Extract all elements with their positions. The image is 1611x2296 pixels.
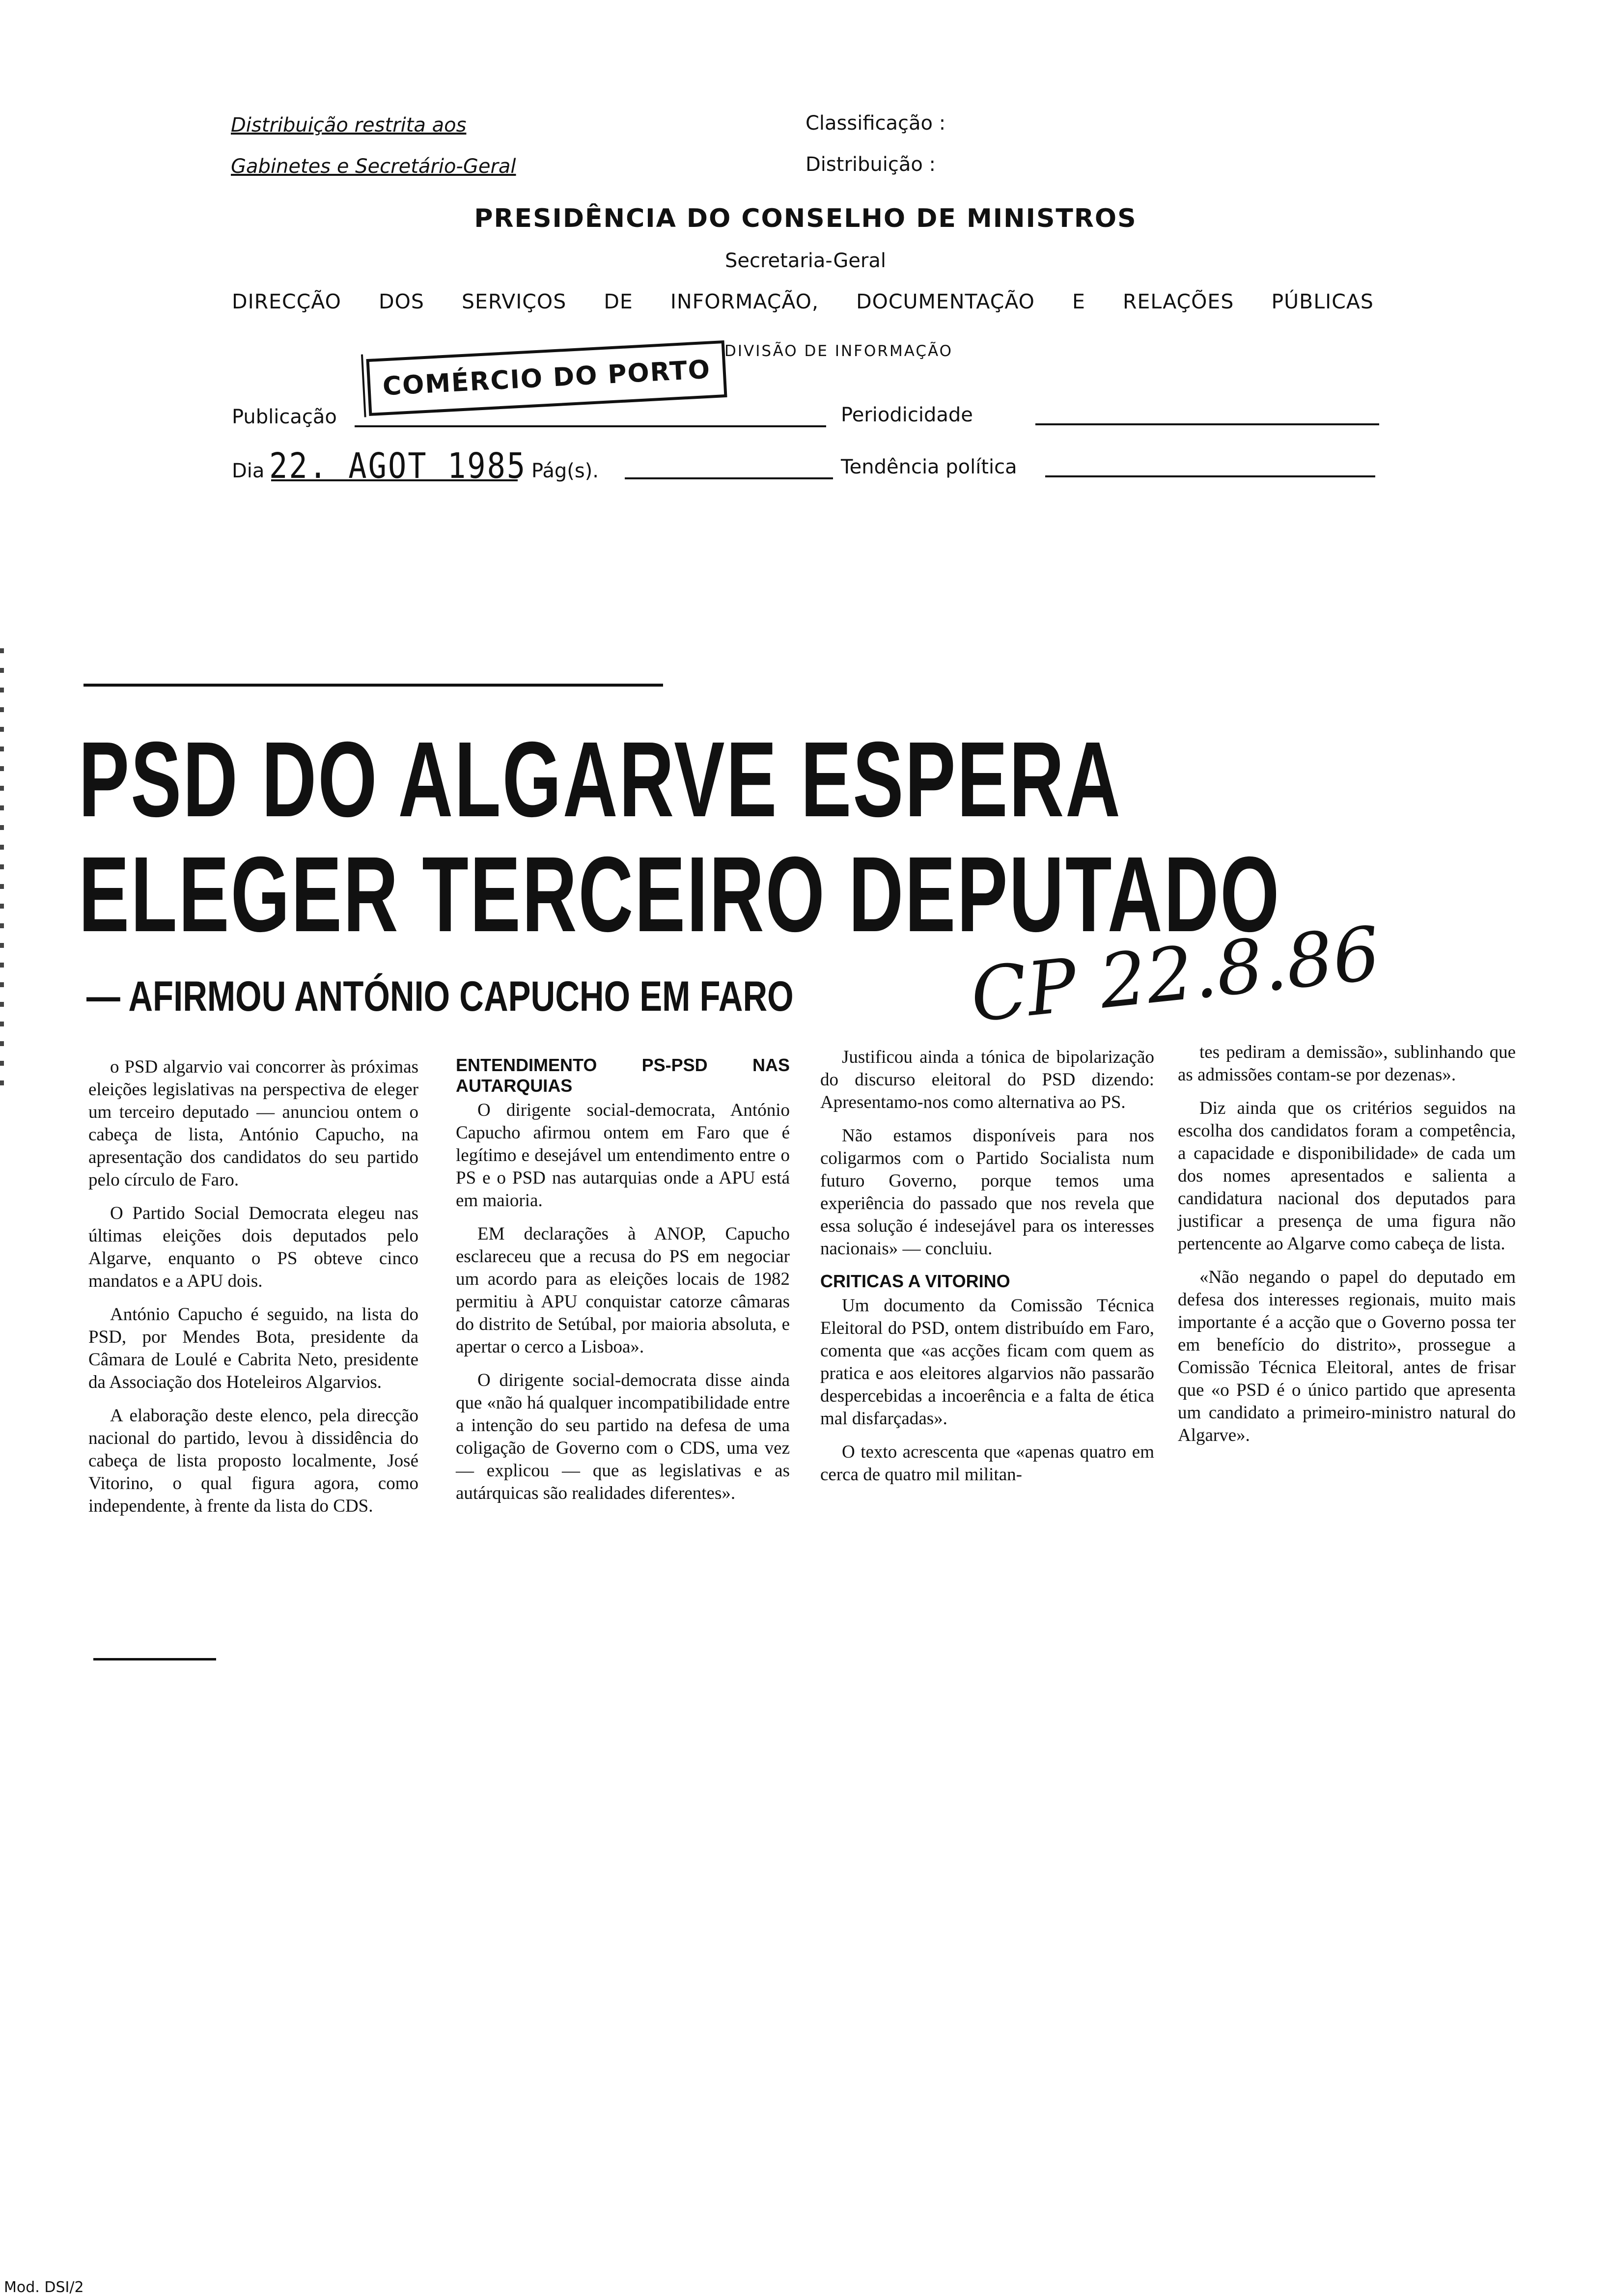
headline-line-2: ELEGER TERCEIRO DEPUTADO — [79, 835, 1281, 954]
directorate-word: DE — [604, 290, 633, 313]
section-heading: ENTENDIMENTO PS-PSD NAS AUTARQUIAS — [456, 1055, 790, 1096]
directorate-word: INFORMAÇÃO, — [670, 290, 819, 313]
paragraph: Diz ainda que os critérios seguidos na escolha dos candidatos foram a competência, a capacidade e disponibilidade» de cada um dos nomes apresentados e salienta a candidatura nacional dos deputados para justificar a presença de uma figura não pertencente ao Algarve como cabeça de lista. — [1178, 1098, 1516, 1254]
subheadline: — AFIRMOU ANTÓNIO CAPUCHO EM FARO — [86, 973, 794, 1020]
article-column-2 — [456, 1051, 790, 1516]
paragraph: A elaboração deste elenco, pela direcção nacional do partido, levou à dissidência do cabeça de lista proposto localmente, José Vitorino, o qual figura agora, como independente, à frente da lista do CDS. — [88, 1406, 418, 1516]
date-stamp: 22. AGOT 1985 — [269, 445, 527, 487]
classification-label: Classificação : — [806, 112, 946, 135]
political-tendency-label: Tendência política — [841, 456, 1017, 478]
pages-field-line — [625, 477, 833, 479]
article-column-1 — [88, 1056, 418, 1528]
directorate-word: DOS — [379, 290, 424, 313]
handwritten-annotation: CP 22.8.86 — [967, 911, 1384, 1039]
day-label: Dia — [232, 460, 265, 482]
secretariat-title: Secretaria-Geral — [724, 249, 886, 272]
directorate-word: SERVIÇOS — [461, 290, 567, 313]
paragraph: António Capucho é seguido, na lista do PSD, por Mendes Bota, presidente da Câmara de Loulé e Cabrita Neto, presidente da Associação dos Hoteleiros Algarvios. — [88, 1304, 418, 1392]
publication-stamp: COMÉRCIO DO PORTO — [366, 340, 727, 416]
distribution-label: Distribuição : — [806, 153, 936, 176]
directorate-word: DOCUMENTAÇÃO — [856, 290, 1035, 313]
pages-label: Pág(s). — [531, 460, 599, 482]
paragraph: tes pediram a demissão», sublinhando que as admissões contam-se por dezenas». — [1178, 1042, 1516, 1085]
distribution-line-1: Distribuição restrita aos — [231, 114, 467, 137]
directorate-title — [232, 290, 1374, 313]
scan-edge-marks — [0, 648, 4, 1090]
article-column-3 — [820, 1046, 1154, 1497]
directorate-word: PÚBLICAS — [1271, 290, 1374, 313]
paragraph: o PSD algarvio vai concorrer às próximas eleições legislativas na perspectiva de eleger um terceiro deputado — anunciou ontem o cabeça de lista, António Capucho, na apresentação dos candidatos do seu partido pelo círculo de Faro. — [88, 1057, 418, 1190]
paragraph: Um documento da Comissão Técnica Eleitoral do PSD, ontem distribuído em Faro, comenta que «as acções ficam com quem as pratica e aos eleitores algarvios não passarão despercebidas a incoerência e a falta de ética mal disfarçadas». — [820, 1296, 1154, 1429]
directorate-word: RELAÇÕES — [1123, 290, 1234, 313]
article-end-rule — [93, 1658, 216, 1660]
section-heading: CRITICAS A VITORINO — [820, 1271, 1010, 1291]
day-field-line — [271, 479, 518, 481]
directorate-word: DIRECÇÃO — [232, 290, 341, 313]
paragraph: EM declarações à ANOP, Capucho esclareceu que a recusa do PS em negociar um acordo para as eleições locais de 1982 permitiu à APU conquistar catorze câmaras do distrito de Setúbal, por maioria absoluta, e apertar o cerco a Lisboa». — [456, 1224, 790, 1357]
paragraph: Justificou ainda a tónica de bipolarização do discurso eleitoral do PSD dizendo: Apresentamo-nos como alternativa ao PS. — [820, 1047, 1154, 1112]
publication-field-line — [355, 425, 826, 427]
paragraph: O texto acrescenta que «apenas quatro em cerca de quatro mil militan- — [820, 1442, 1154, 1485]
presidency-title: PRESIDÊNCIA DO CONSELHO DE MINISTROS — [474, 204, 1137, 233]
paragraph: «Não negando o papel do deputado em defesa dos interesses regionais, muito mais importante é a acção que o Governo possa ter em benefício do distrito», prossegue a Comissão Técnica Eleitoral, antes de frisar que «o PSD é o único partido que apresenta um candidato a primeiro-ministro natural do Algarve». — [1178, 1267, 1516, 1445]
division-title: DIVISÃO DE INFORMAÇÃO — [724, 342, 953, 360]
article-column-4 — [1178, 1041, 1516, 1458]
periodicity-label: Periodicidade — [841, 404, 973, 426]
paragraph: O dirigente social-democrata disse ainda que «não há qualquer incompatibilidade entre a intenção do seu partido na defesa de uma coligação de Governo com o CDS, uma vez — explicou — que as legislativas e as autárquicas são realidades diferentes». — [456, 1370, 790, 1503]
periodicity-field-line — [1035, 423, 1379, 425]
directorate-word: E — [1072, 290, 1085, 313]
headline-line-1: PSD DO ALGARVE ESPERA — [79, 720, 1122, 839]
political-tendency-field-line — [1045, 475, 1375, 477]
paragraph: O Partido Social Democrata elegeu nas últimas eleições dois deputados pelo Algarve, enquanto o PS obteve cinco mandatos e a APU dois. — [88, 1203, 418, 1291]
publication-label: Publicação — [232, 406, 337, 428]
paragraph: O dirigente social-democrata, António Capucho afirmou ontem em Faro que é legítimo e desejável um entendimento entre o PS e o PSD nas autarquias onde a APU está em maioria. — [456, 1100, 790, 1211]
headline-top-rule — [83, 684, 663, 687]
paragraph: Não estamos disponíveis para nos coligarmos com o Partido Socialista num futuro Governo, porque temos uma experiência do passado que nos revela que essa solução é indesejável para os interesses nacionais» — concluiu. — [820, 1126, 1154, 1259]
distribution-line-2: Gabinetes e Secretário-Geral — [231, 155, 516, 178]
form-code: Mod. DSI/2 — [4, 2279, 84, 2296]
